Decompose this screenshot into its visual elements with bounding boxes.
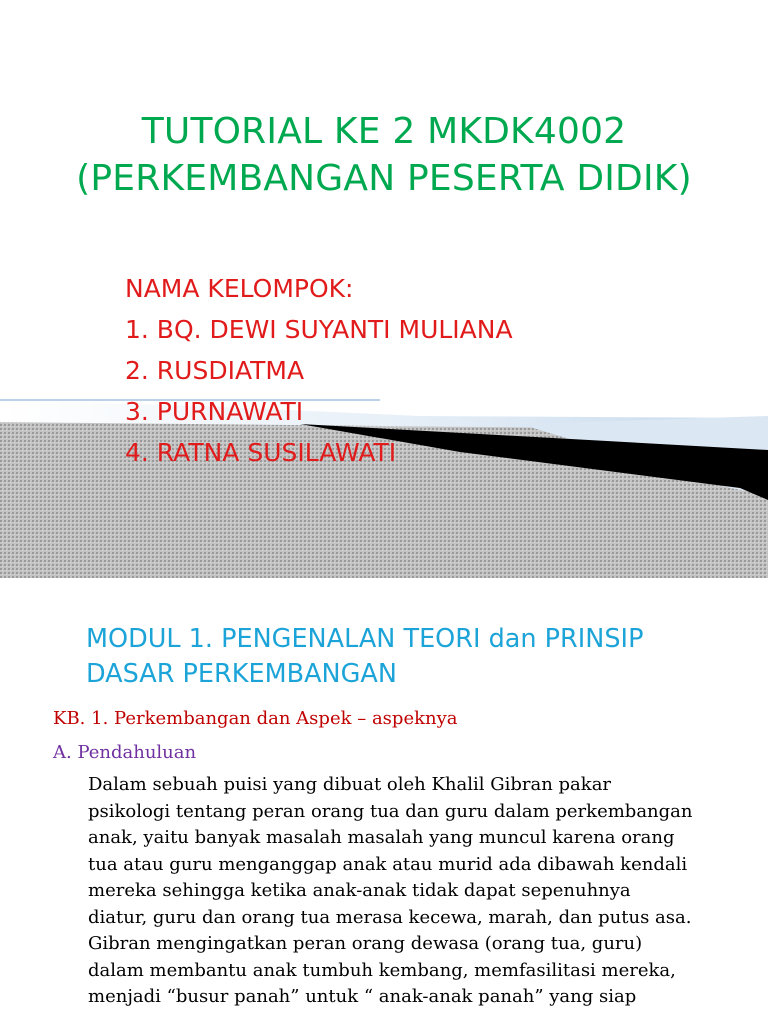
member-1: 1. BQ. DEWI SUYANTI MULIANA — [125, 315, 513, 344]
paragraph-line: anak, yaitu banyak masalah masalah yang muncul karena orang — [88, 827, 675, 848]
modul-heading — [86, 622, 643, 692]
member-3: 3. PURNAWATI — [125, 397, 304, 426]
paragraph — [88, 772, 748, 1011]
member-2: 2. RUSDIATMA — [125, 356, 305, 385]
paragraph-line: Gibran mengingatkan peran orang dewasa (orang tua, guru) — [88, 933, 643, 954]
group-heading: NAMA KELOMPOK: — [125, 274, 354, 303]
slide-title-text — [0, 108, 768, 202]
paragraph-line: mereka sehingga ketika anak-anak tidak dapat sepenuhnya — [88, 880, 631, 901]
paragraph-line: tua atau guru menganggap anak atau murid ada dibawah kendali — [88, 853, 688, 875]
title-line-2: (PERKEMBANGAN PESERTA DIDIK) — [76, 158, 692, 199]
member-4: 4. RATNA SUSILAWATI — [125, 438, 397, 467]
slide-modul — [0, 578, 768, 1024]
paragraph-line: dalam membantu anak tumbuh kembang, memfasilitasi mereka, — [88, 959, 676, 981]
section-heading: A. Pendahuluan — [53, 742, 197, 763]
kb-heading: KB. 1. Perkembangan dan Aspek – aspeknya — [53, 708, 458, 729]
modul-line-1: MODUL 1. PENGENALAN TEORI dan PRINSIP — [86, 624, 644, 654]
paragraph-line: diatur, guru dan orang tua merasa kecewa, marah, dan putus asa. — [88, 906, 692, 928]
title-line-1: TUTORIAL KE 2 MKDK4002 — [141, 111, 627, 152]
group-members — [125, 268, 513, 473]
paragraph-line: Dalam sebuah puisi yang dibuat oleh Khalil Gibran pakar — [88, 774, 612, 795]
modul-line-2: DASAR PERKEMBANGAN — [86, 659, 397, 689]
paragraph-line: menjadi “busur panah” untuk “ anak-anak panah” yang siap — [88, 986, 637, 1007]
paragraph-line: psikologi tentang peran orang tua dan guru dalam perkembangan — [88, 800, 693, 822]
